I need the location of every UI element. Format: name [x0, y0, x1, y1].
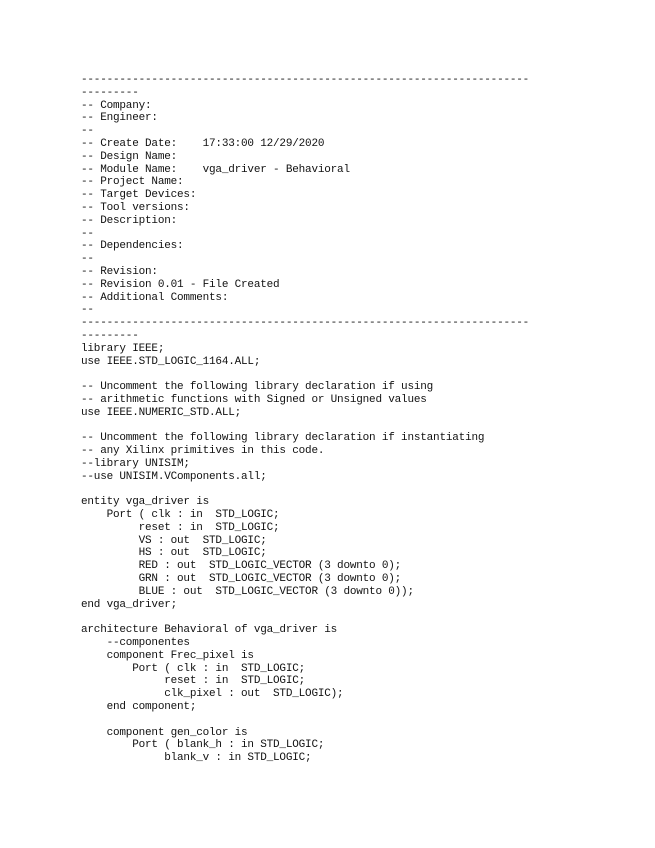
- vhdl-source-code: [81, 74, 529, 765]
- code-line: --: [81, 227, 94, 240]
- code-line: -- Revision 0.01 - File Created: [81, 278, 280, 291]
- code-line: architecture Behavioral of vga_driver is: [81, 624, 338, 637]
- code-line: --componentes: [81, 637, 190, 650]
- code-line: use IEEE.STD_LOGIC_1164.ALL;: [81, 355, 261, 368]
- code-line: -- Tool versions:: [81, 201, 190, 214]
- code-line: Port ( clk : in STD_LOGIC;: [81, 509, 280, 522]
- code-line: -- Engineer:: [81, 112, 158, 125]
- code-line: -- Revision:: [81, 265, 158, 278]
- code-line: --: [81, 253, 94, 266]
- code-line: -- Project Name:: [81, 176, 184, 189]
- code-line: VS : out STD_LOGIC;: [81, 534, 267, 547]
- code-line: clk_pixel : out STD_LOGIC);: [81, 688, 344, 701]
- code-line: -- Additional Comments:: [81, 291, 229, 304]
- code-line: -- Design Name:: [81, 150, 178, 163]
- code-line: --: [81, 125, 94, 138]
- code-line: [81, 611, 529, 624]
- code-line: Port ( blank_h : in STD_LOGIC;: [81, 739, 325, 752]
- code-line: --use UNISIM.VComponents.all;: [81, 470, 267, 483]
- code-line: -- Create Date: 17:33:00 12/29/2020: [81, 137, 325, 150]
- code-line: -- Target Devices:: [81, 189, 197, 202]
- code-line: -- Uncomment the following library declaration if using: [81, 381, 434, 394]
- code-line: Port ( clk : in STD_LOGIC;: [81, 662, 306, 675]
- code-line: use IEEE.NUMERIC_STD.ALL;: [81, 406, 242, 419]
- code-line: blank_v : in STD_LOGIC;: [81, 752, 312, 765]
- code-line: [81, 484, 529, 497]
- code-line: -- Uncomment the following library declaration if instantiating: [81, 432, 485, 445]
- code-line: [81, 368, 529, 381]
- code-line: ----------------------------------------------------------------------: [81, 74, 530, 86]
- code-line: --library UNISIM;: [81, 457, 190, 470]
- code-line: -- Module Name: vga_driver - Behavioral: [81, 163, 350, 176]
- code-line: ----------------------------------------------------------------------: [81, 317, 530, 330]
- code-line: component Frec_pixel is: [81, 649, 254, 662]
- code-line: end vga_driver;: [81, 598, 178, 611]
- code-line: GRN : out STD_LOGIC_VECTOR (3 downto 0);: [81, 573, 402, 586]
- code-line: reset : in STD_LOGIC;: [81, 675, 306, 688]
- code-line: --: [81, 304, 94, 317]
- code-line: component gen_color is: [81, 726, 248, 739]
- code-line: [81, 420, 529, 433]
- code-line: BLUE : out STD_LOGIC_VECTOR (3 downto 0));: [81, 585, 414, 598]
- code-line: reset : in STD_LOGIC;: [81, 521, 280, 534]
- code-line: -- Company:: [81, 99, 152, 112]
- code-line: HS : out STD_LOGIC;: [81, 547, 267, 560]
- code-line: [81, 714, 529, 727]
- code-line: -- any Xilinx primitives in this code.: [81, 445, 325, 458]
- code-line: end component;: [81, 701, 197, 714]
- code-line: RED : out STD_LOGIC_VECTOR (3 downto 0);: [81, 560, 402, 573]
- code-line: -- arithmetic functions with Signed or Unsigned values: [81, 393, 427, 406]
- code-line: -- Description:: [81, 214, 178, 227]
- code-line: library IEEE;: [81, 342, 165, 355]
- code-line: -- Dependencies:: [81, 240, 184, 253]
- code-line: entity vga_driver is: [81, 496, 210, 509]
- code-line: ---------: [81, 86, 139, 99]
- code-line: ---------: [81, 329, 139, 342]
